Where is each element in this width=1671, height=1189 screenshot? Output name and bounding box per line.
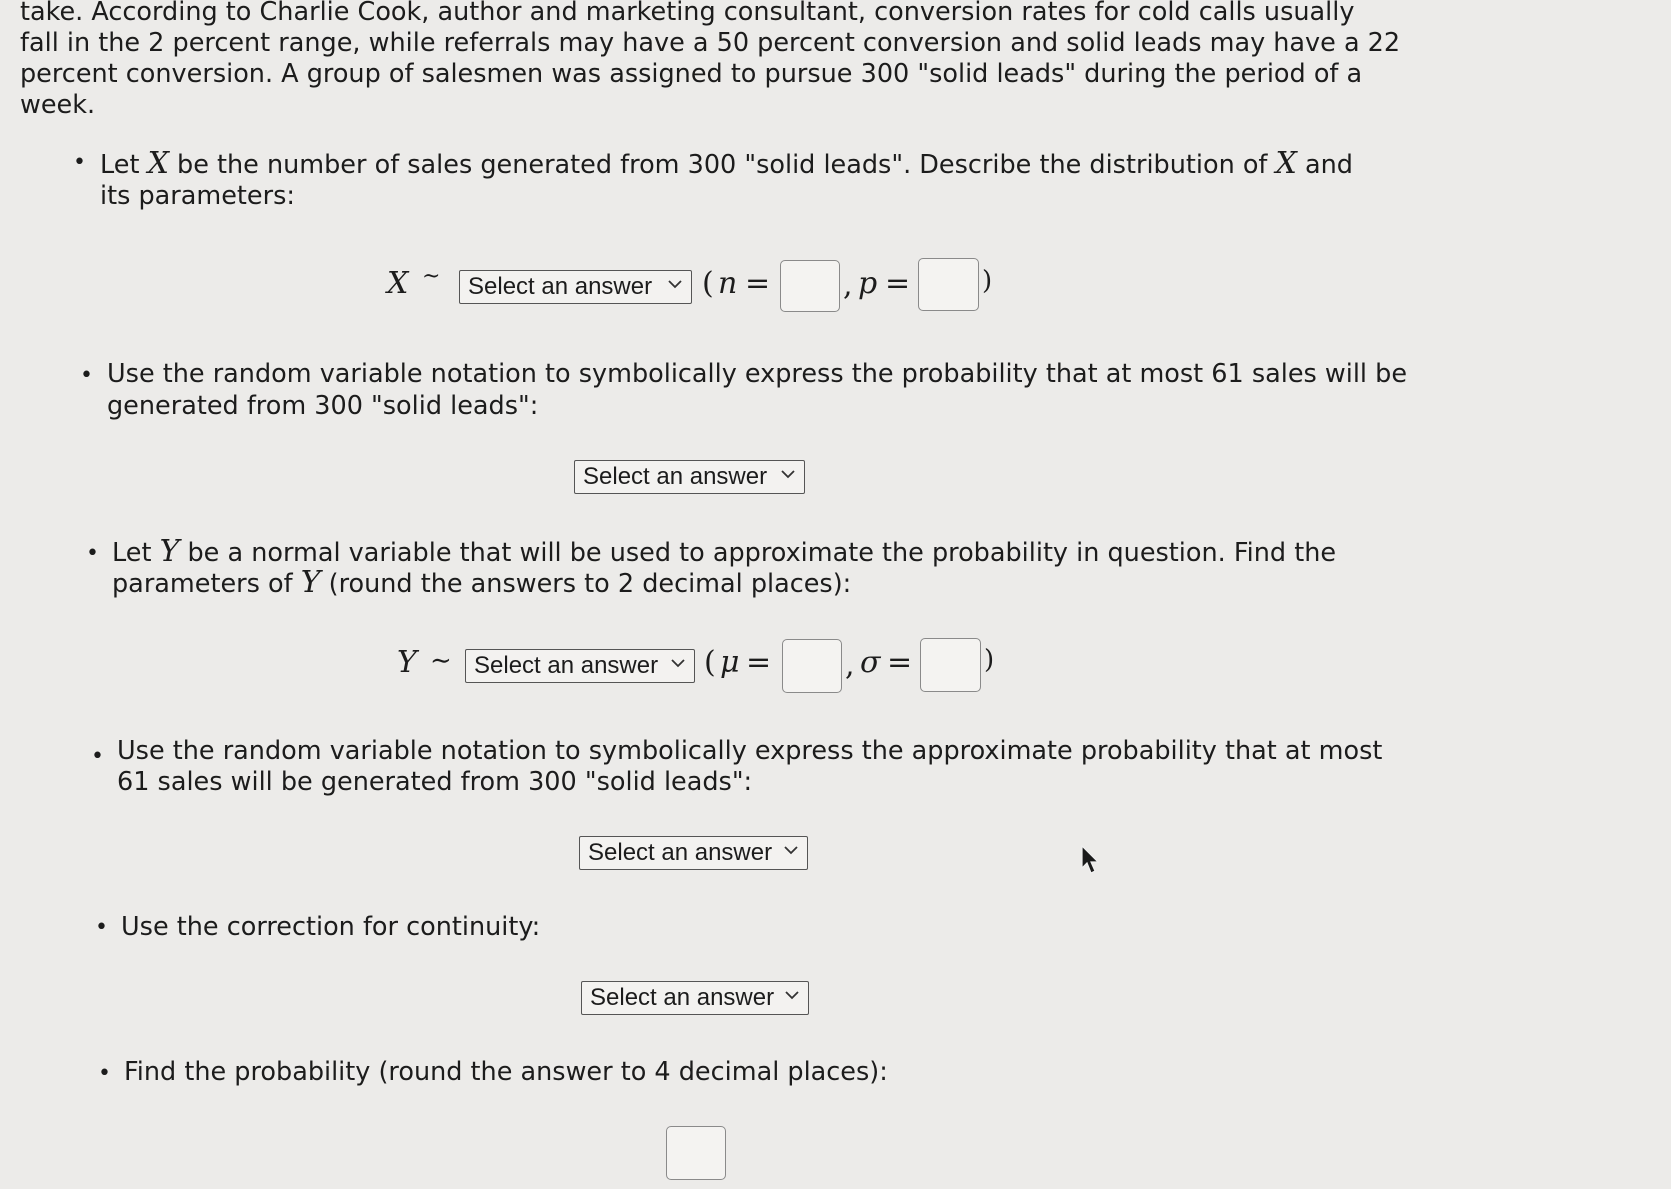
q3-text-c: parameters of [112,569,301,599]
q3-close-paren: ) [984,645,995,675]
q1-var-x: X [147,146,169,181]
q3-text-line-2 [112,567,851,600]
q3-text-d: (round the answers to 2 decimal places): [320,569,852,599]
q1-lhs-x: X [387,266,409,301]
q5-text: Use the correction for continuity: [121,912,541,942]
intro-line-3: percent conversion. A group of salesmen was assigned to pursue 300 "solid leads" during the period of a [20,59,1363,89]
q1-tilde: ~ [422,264,441,289]
q1-text-c: and [1296,150,1353,180]
q1-n-equals: = [745,266,771,301]
q1-text-a: Let [100,150,148,180]
q2-select-label: Select an answer [583,463,768,490]
q2-text-line-2: generated from 300 "solid leads": [107,391,539,421]
intro-line-4: week. [20,90,96,120]
chevron-down-icon [780,466,796,482]
q3-var-y-2: Y [300,565,321,600]
q2-probability-select[interactable] [574,460,805,494]
bullet-2: • [80,363,93,388]
q3-mu-input[interactable] [782,639,842,693]
q3-lhs-y: Y [397,645,417,680]
q1-text-line-1 [100,148,1353,181]
q3-mu-label: μ [720,645,740,680]
bullet-6: • [98,1061,111,1086]
q3-comma: , [845,648,855,683]
q3-mu-equals: = [746,645,772,680]
chevron-down-icon [670,655,686,671]
q3-text-b: be a normal variable that will be used to approximate the probability in question. Find the [179,538,1337,568]
q3-text-line-1 [112,536,1336,569]
q5-continuity-select[interactable] [581,981,809,1015]
q1-text-line-2: its parameters: [100,181,295,211]
q6-probability-input[interactable] [666,1126,726,1180]
bullet-5: • [95,915,108,940]
q1-p-input[interactable] [918,258,979,311]
q1-var-x-2: X [1275,146,1297,181]
q3-open-paren: ( [704,645,716,680]
intro-line-2: fall in the 2 percent range, while referrals may have a 50 percent conversion and solid leads may have a 22 [20,28,1401,58]
mouse-pointer-icon [1080,845,1102,877]
q3-sigma-label: σ [860,645,881,680]
q1-close-paren: ) [982,266,993,296]
q1-n-label: n [718,266,738,301]
q3-distribution-select[interactable] [465,649,695,683]
bullet-3: • [86,541,99,566]
q1-distribution-select[interactable] [459,270,692,304]
chevron-down-icon [784,987,800,1003]
chevron-down-icon [783,842,799,858]
q4-select-label: Select an answer [588,839,773,866]
bullet-1: • [73,150,86,175]
q5-select-label: Select an answer [590,984,775,1011]
q4-approx-probability-select[interactable] [579,836,808,870]
intro-line-1: take. According to Charlie Cook, author and marketing consultant, conversion rates for cold calls usually [20,0,1355,27]
q1-text-b: be the number of sales generated from 300 "solid leads". Describe the distribution of [168,150,1276,180]
bullet-4: • [91,744,104,769]
q1-open-paren: ( [702,266,714,301]
q4-text-line-2: 61 sales will be generated from 300 "solid leads": [117,767,753,797]
q3-sigma-equals: = [887,645,913,680]
q2-text-line-1: Use the random variable notation to symbolically express the probability that at most 61 sales will be [107,359,1408,389]
q4-text-line-1: Use the random variable notation to symbolically express the approximate probability that at most [117,736,1383,766]
chevron-down-icon [667,276,683,292]
q1-p-equals: = [885,266,911,301]
q3-text-a: Let [112,538,160,568]
q3-var-y: Y [159,534,180,569]
q1-select-label: Select an answer [468,273,653,300]
q1-p-label: p [858,266,878,301]
q3-select-label: Select an answer [474,652,659,679]
q6-text: Find the probability (round the answer to 4 decimal places): [124,1057,888,1087]
q1-comma: , [843,268,853,303]
q3-sigma-input[interactable] [920,638,981,692]
q1-n-input[interactable] [780,260,840,312]
q3-tilde: ∼ [430,646,452,676]
